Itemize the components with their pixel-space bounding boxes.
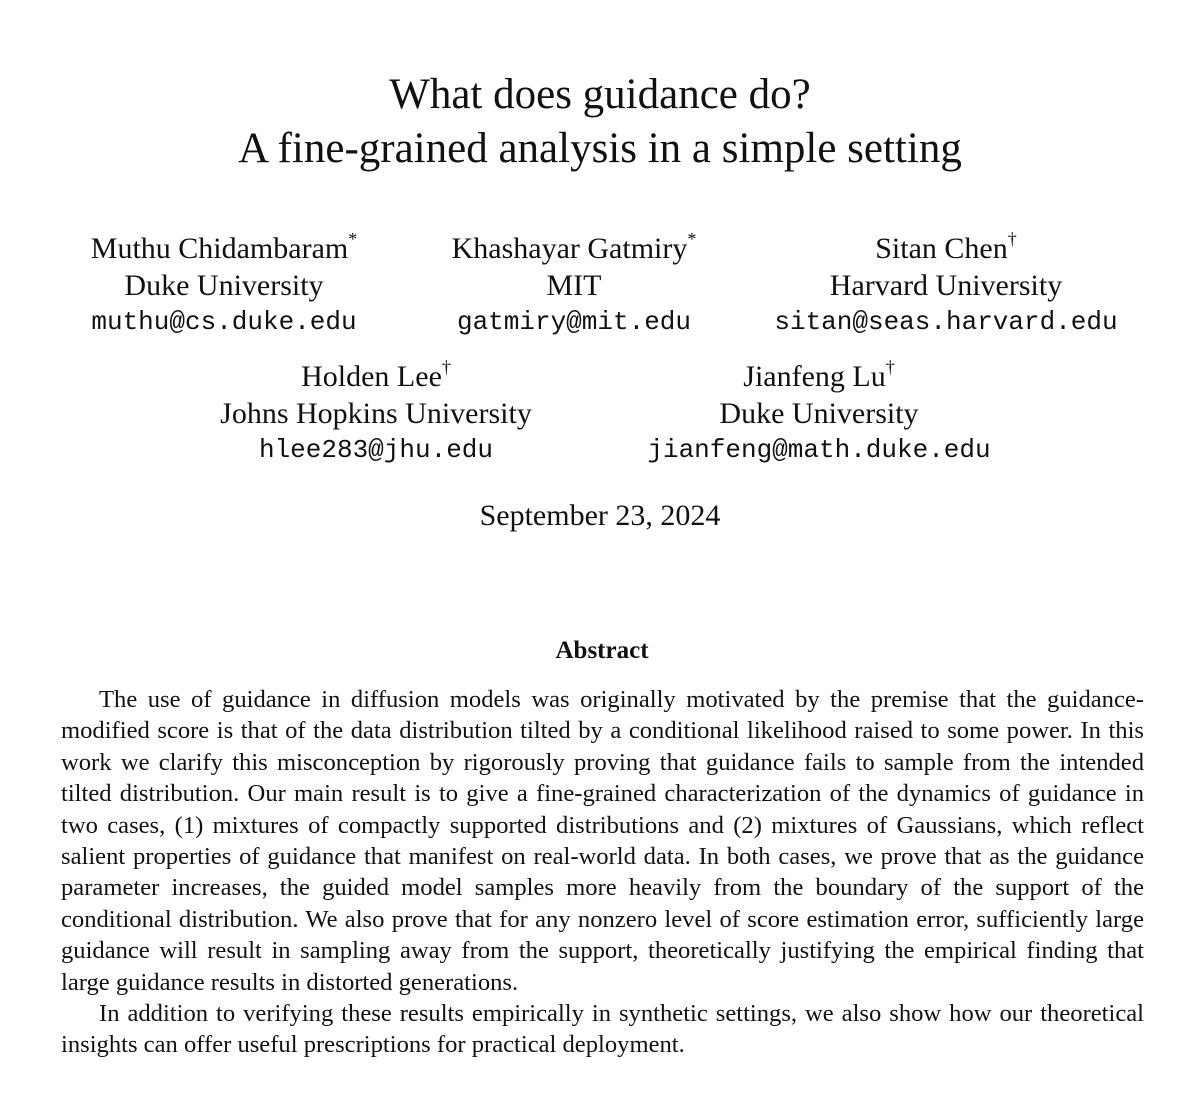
author-affiliation: Johns Hopkins University <box>220 397 532 430</box>
author-affiliation: Harvard University <box>829 269 1063 302</box>
author-email: sitan@seas.harvard.edu <box>774 307 1118 337</box>
author-email: hlee283@jhu.edu <box>258 435 494 465</box>
abstract-paragraph: The use of guidance in diffusion models was originally motivated by the premise that the guidance-modified score is that of the data distribution tilted by a conditional likelihood raised to some power. In this work we clarify this misconception by rigorously proving that guidance fails to sample from the intended tilted distribution. Our main result is to give a fine-grained characterization of the dynamics of guidance in two cases, (1) mixtures of compactly supported distributions and (2) mixtures of Gaussians, which reflect salient properties of guidance that manifest on real-world data. In both cases, we prove that as the guidance parameter increases, the guided model samples more heavily from the boundary of the support of the conditional distribution. We also prove that for any nonzero level of score estimation error, sufficiently large guidance will result in sampling away from the support, theoretically justifying the empirical finding that large guidance results in distorted generations. <box>61 686 1144 996</box>
author-block-chen <box>766 230 1126 341</box>
dagger-mark: † <box>441 357 451 377</box>
equal-contribution-mark: * <box>348 229 358 249</box>
publication-date: September 23, 2024 <box>479 499 721 532</box>
author-block-lu <box>634 358 1004 469</box>
author-name: Sitan Chen† <box>875 229 1017 265</box>
author-email: muthu@cs.duke.edu <box>91 307 357 337</box>
author-name: Holden Lee† <box>301 357 451 393</box>
equal-contribution-mark: * <box>687 229 697 249</box>
abstract-paragraph: In addition to verifying these results empirically in synthetic settings, we also show how our theoretical insights can offer useful prescriptions for practical deployment. <box>61 1000 1144 1059</box>
author-name: Muthu Chidambaram* <box>90 229 358 265</box>
author-affiliation: MIT <box>546 269 602 302</box>
abstract-body <box>61 684 1144 1061</box>
author-email: gatmiry@mit.edu <box>456 307 692 337</box>
dagger-mark: † <box>1007 229 1017 249</box>
author-block-chidambaram <box>64 230 384 341</box>
author-block-gatmiry <box>424 230 724 341</box>
author-block-lee <box>196 358 556 469</box>
author-email: jianfeng@math.duke.edu <box>647 435 991 465</box>
author-affiliation: Duke University <box>719 397 919 430</box>
dagger-mark: † <box>885 357 895 377</box>
author-name: Jianfeng Lu† <box>743 357 895 393</box>
author-name: Khashayar Gatmiry* <box>451 229 697 265</box>
title-line-2: A fine-grained analysis in a simple setting <box>238 125 962 172</box>
abstract-heading: Abstract <box>555 637 649 664</box>
author-affiliation: Duke University <box>124 269 324 302</box>
paper-title <box>0 68 1200 176</box>
title-line-1: What does guidance do? <box>389 71 811 118</box>
